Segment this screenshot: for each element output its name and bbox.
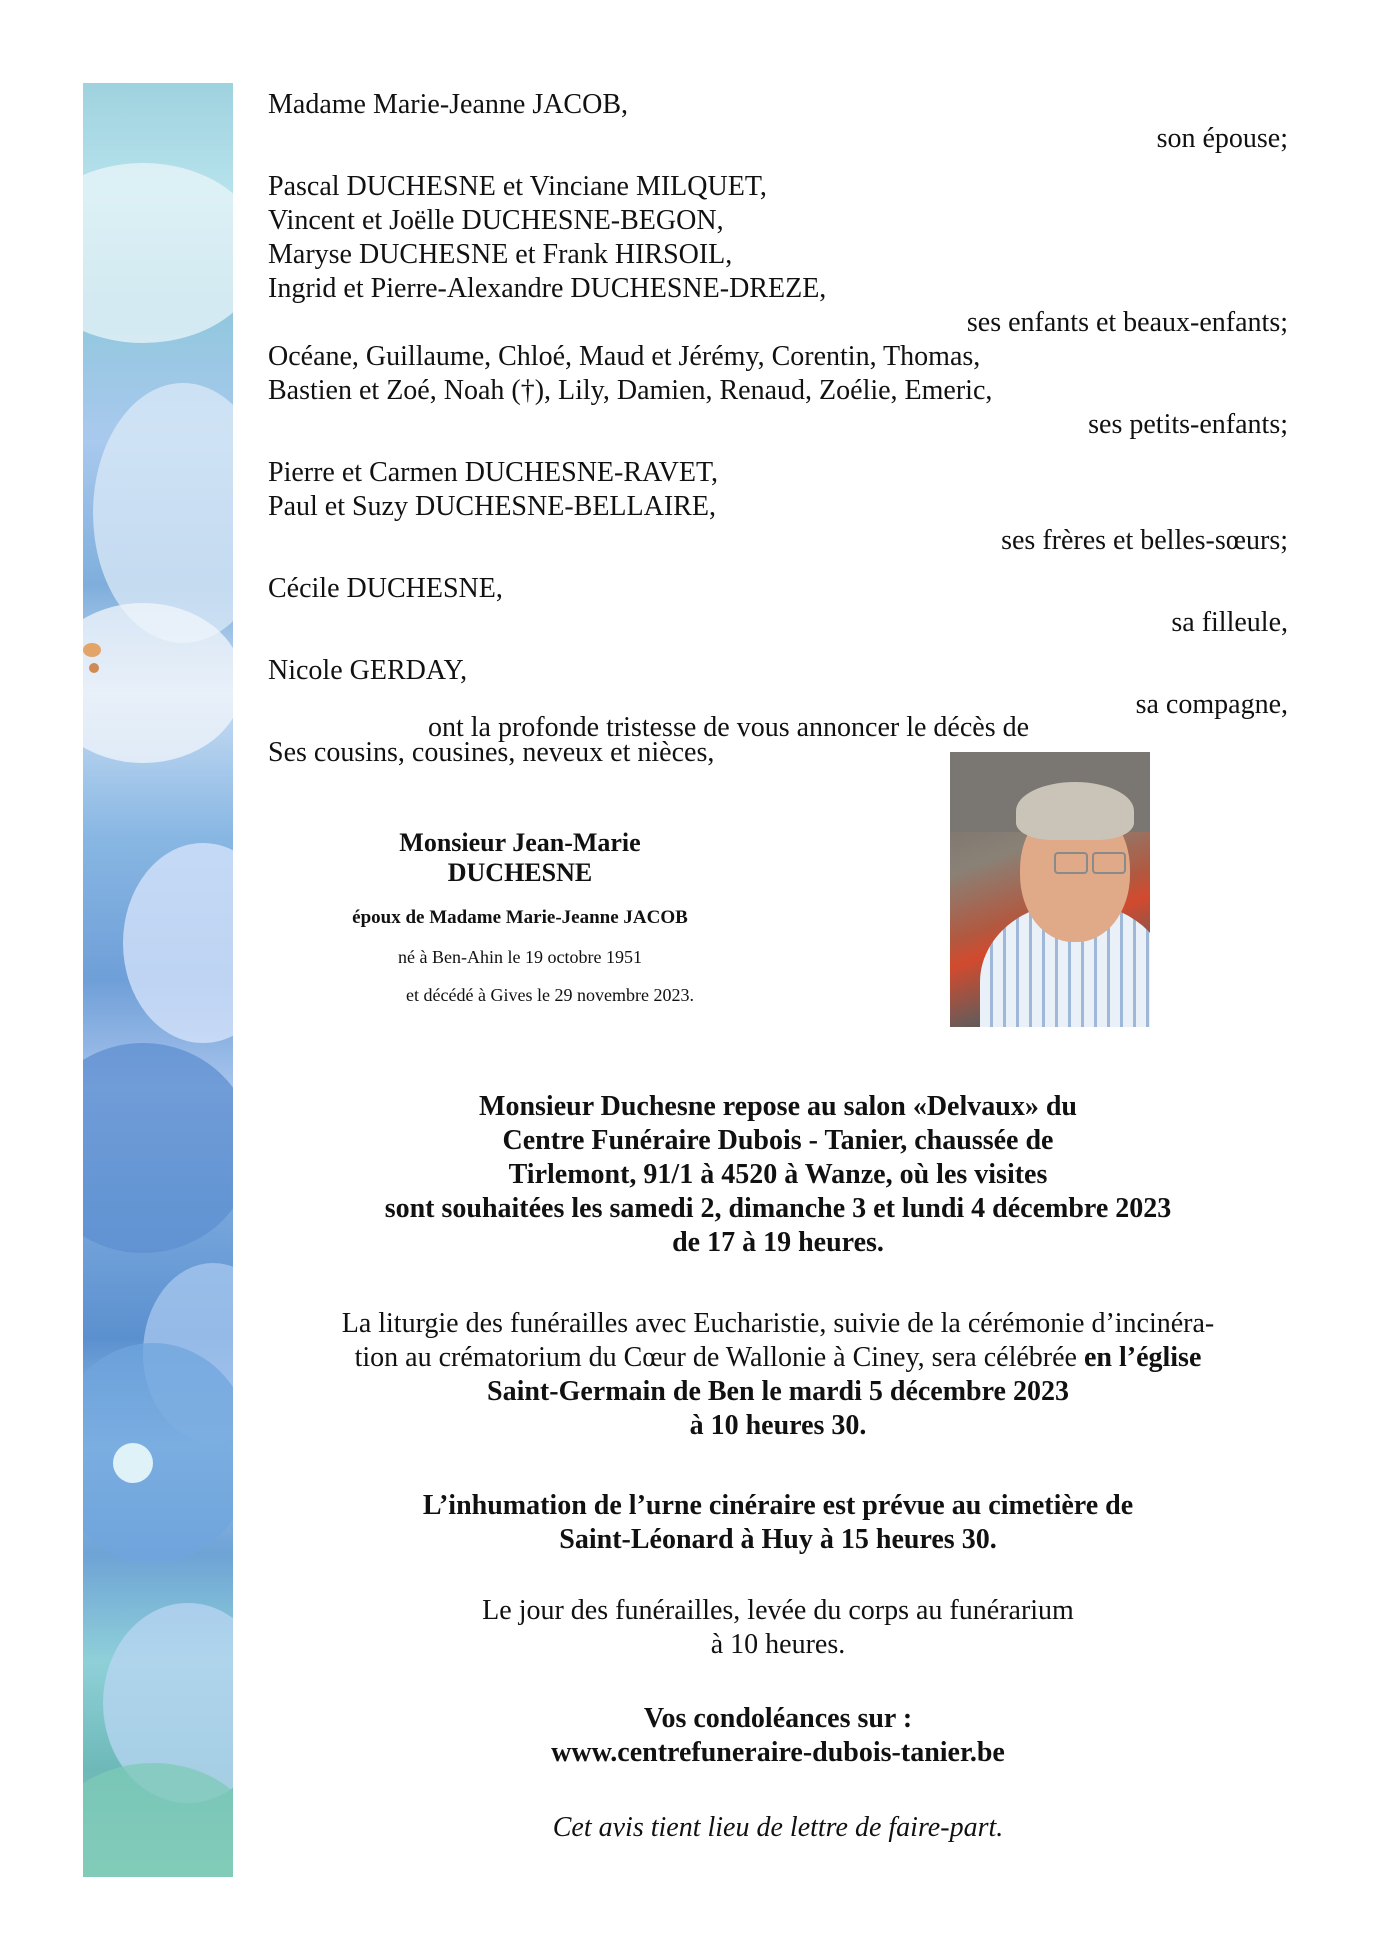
family-member-line: Cécile DUCHESNE, bbox=[268, 573, 503, 604]
family-member-line: Ingrid et Pierre-Alexandre DUCHESNE-DREZE, bbox=[268, 273, 827, 304]
spacer bbox=[268, 156, 1288, 170]
visitation-info bbox=[268, 1090, 1288, 1260]
flower-petal bbox=[123, 843, 233, 1043]
announcement-text: ont la profonde tristesse de vous annoncer le décès de bbox=[428, 712, 1030, 743]
family-member-line: Nicole GERDAY, bbox=[268, 655, 468, 686]
deceased-birth: né à Ben-Ahin le 19 octobre 1951 bbox=[398, 947, 642, 967]
spacer bbox=[268, 442, 1288, 456]
condolences-label: Vos condoléances sur : bbox=[643, 1703, 913, 1734]
deceased-name: Monsieur Jean-Marie DUCHESNE bbox=[399, 828, 641, 887]
liturgy-line-1: La liturgie des funérailles avec Eucharistie, suivie de la cérémonie d’incinéra- bbox=[341, 1308, 1215, 1339]
visitation-line: Centre Funéraire Dubois - Tanier, chaussée de bbox=[502, 1125, 1054, 1156]
visitation-line: sont souhaitées les samedi 2, dimanche 3 et lundi 4 décembre 2023 bbox=[384, 1193, 1172, 1224]
flower-petal bbox=[83, 603, 233, 763]
flower-stamen bbox=[113, 1443, 153, 1483]
inhumation-line: L’inhumation de l’urne cinéraire est prévue au cimetière de bbox=[422, 1490, 1134, 1521]
liturgy-line-4: à 10 heures 30. bbox=[689, 1410, 867, 1441]
condolences-website-link[interactable]: www.centrefuneraire-dubois-tanier.be bbox=[551, 1737, 1005, 1768]
flower-stamen bbox=[89, 663, 99, 673]
levee-info bbox=[268, 1594, 1288, 1662]
family-member-line: Pascal DUCHESNE et Vinciane MILQUET, bbox=[268, 171, 767, 202]
relation-label: sa filleule, bbox=[1171, 607, 1288, 638]
deceased-details bbox=[330, 828, 710, 1006]
inhumation-info bbox=[268, 1489, 1288, 1557]
relation-label: ses petits-enfants; bbox=[1088, 409, 1288, 440]
family-member-line: Maryse DUCHESNE et Frank HIRSOIL, bbox=[268, 239, 733, 270]
levee-line: à 10 heures. bbox=[710, 1629, 846, 1660]
flower-petal bbox=[83, 1763, 233, 1877]
visitation-line: Tirlemont, 91/1 à 4520 à Wanze, où les visites bbox=[508, 1159, 1048, 1190]
relation-label: ses frères et belles-sœurs; bbox=[1001, 525, 1288, 556]
photo-hair bbox=[1016, 782, 1134, 840]
liturgy-line-2 bbox=[268, 1341, 1288, 1375]
levee-line: Le jour des funérailles, levée du corps au funérarium bbox=[482, 1595, 1074, 1626]
liturgy-info bbox=[268, 1307, 1288, 1443]
spacer bbox=[268, 558, 1288, 572]
flower-stamen bbox=[83, 643, 101, 657]
condolences-info bbox=[268, 1702, 1288, 1770]
inhumation-line: Saint-Léonard à Huy à 15 heures 30. bbox=[559, 1524, 997, 1555]
relation-label: sa compagne, bbox=[1135, 689, 1288, 720]
visitation-line: Monsieur Duchesne repose au salon «Delvaux» du bbox=[479, 1091, 1077, 1122]
photo-glasses bbox=[1092, 852, 1126, 874]
flower-petal bbox=[83, 1043, 233, 1253]
deceased-death: et décédé à Gives le 29 novembre 2023. bbox=[406, 985, 694, 1005]
family-member-line: Pierre et Carmen DUCHESNE-RAVET, bbox=[268, 457, 718, 488]
photo-glasses bbox=[1054, 852, 1088, 874]
flower-petal bbox=[83, 163, 233, 343]
footer-note: Cet avis tient lieu de lettre de faire-part. bbox=[552, 1812, 1004, 1843]
family-member-line: Paul et Suzy DUCHESNE-BELLAIRE, bbox=[268, 491, 716, 522]
family-member-line: Bastien et Zoé, Noah (†), Lily, Damien, Renaud, Zoélie, Emeric, bbox=[268, 375, 993, 406]
family-member-line: Madame Marie-Jeanne JACOB, bbox=[268, 89, 629, 120]
liturgy-church: en l’église bbox=[1083, 1342, 1202, 1373]
flower-petal bbox=[83, 1343, 233, 1563]
family-list bbox=[268, 88, 1288, 770]
visitation-line: de 17 à 19 heures. bbox=[672, 1227, 884, 1258]
family-member-line: Océane, Guillaume, Chloé, Maud et Jérémy, Corentin, Thomas, bbox=[268, 341, 981, 372]
liturgy-line-3: Saint-Germain de Ben le mardi 5 décembre 2023 bbox=[487, 1376, 1069, 1407]
relation-label: son épouse; bbox=[1156, 123, 1288, 154]
relation-label: ses enfants et beaux-enfants; bbox=[966, 307, 1288, 338]
spacer bbox=[268, 640, 1288, 654]
floral-side-image bbox=[83, 83, 233, 1877]
liturgy-line-2-plain: tion au crématorium du Cœur de Wallonie à Ciney, sera célébrée bbox=[354, 1342, 1084, 1373]
family-member-line: Ses cousins, cousines, neveux et nièces, bbox=[268, 737, 715, 768]
family-member-line: Vincent et Joëlle DUCHESNE-BEGON, bbox=[268, 205, 724, 236]
deceased-portrait bbox=[950, 752, 1150, 1027]
deceased-spouse: époux de Madame Marie-Jeanne JACOB bbox=[352, 907, 688, 928]
